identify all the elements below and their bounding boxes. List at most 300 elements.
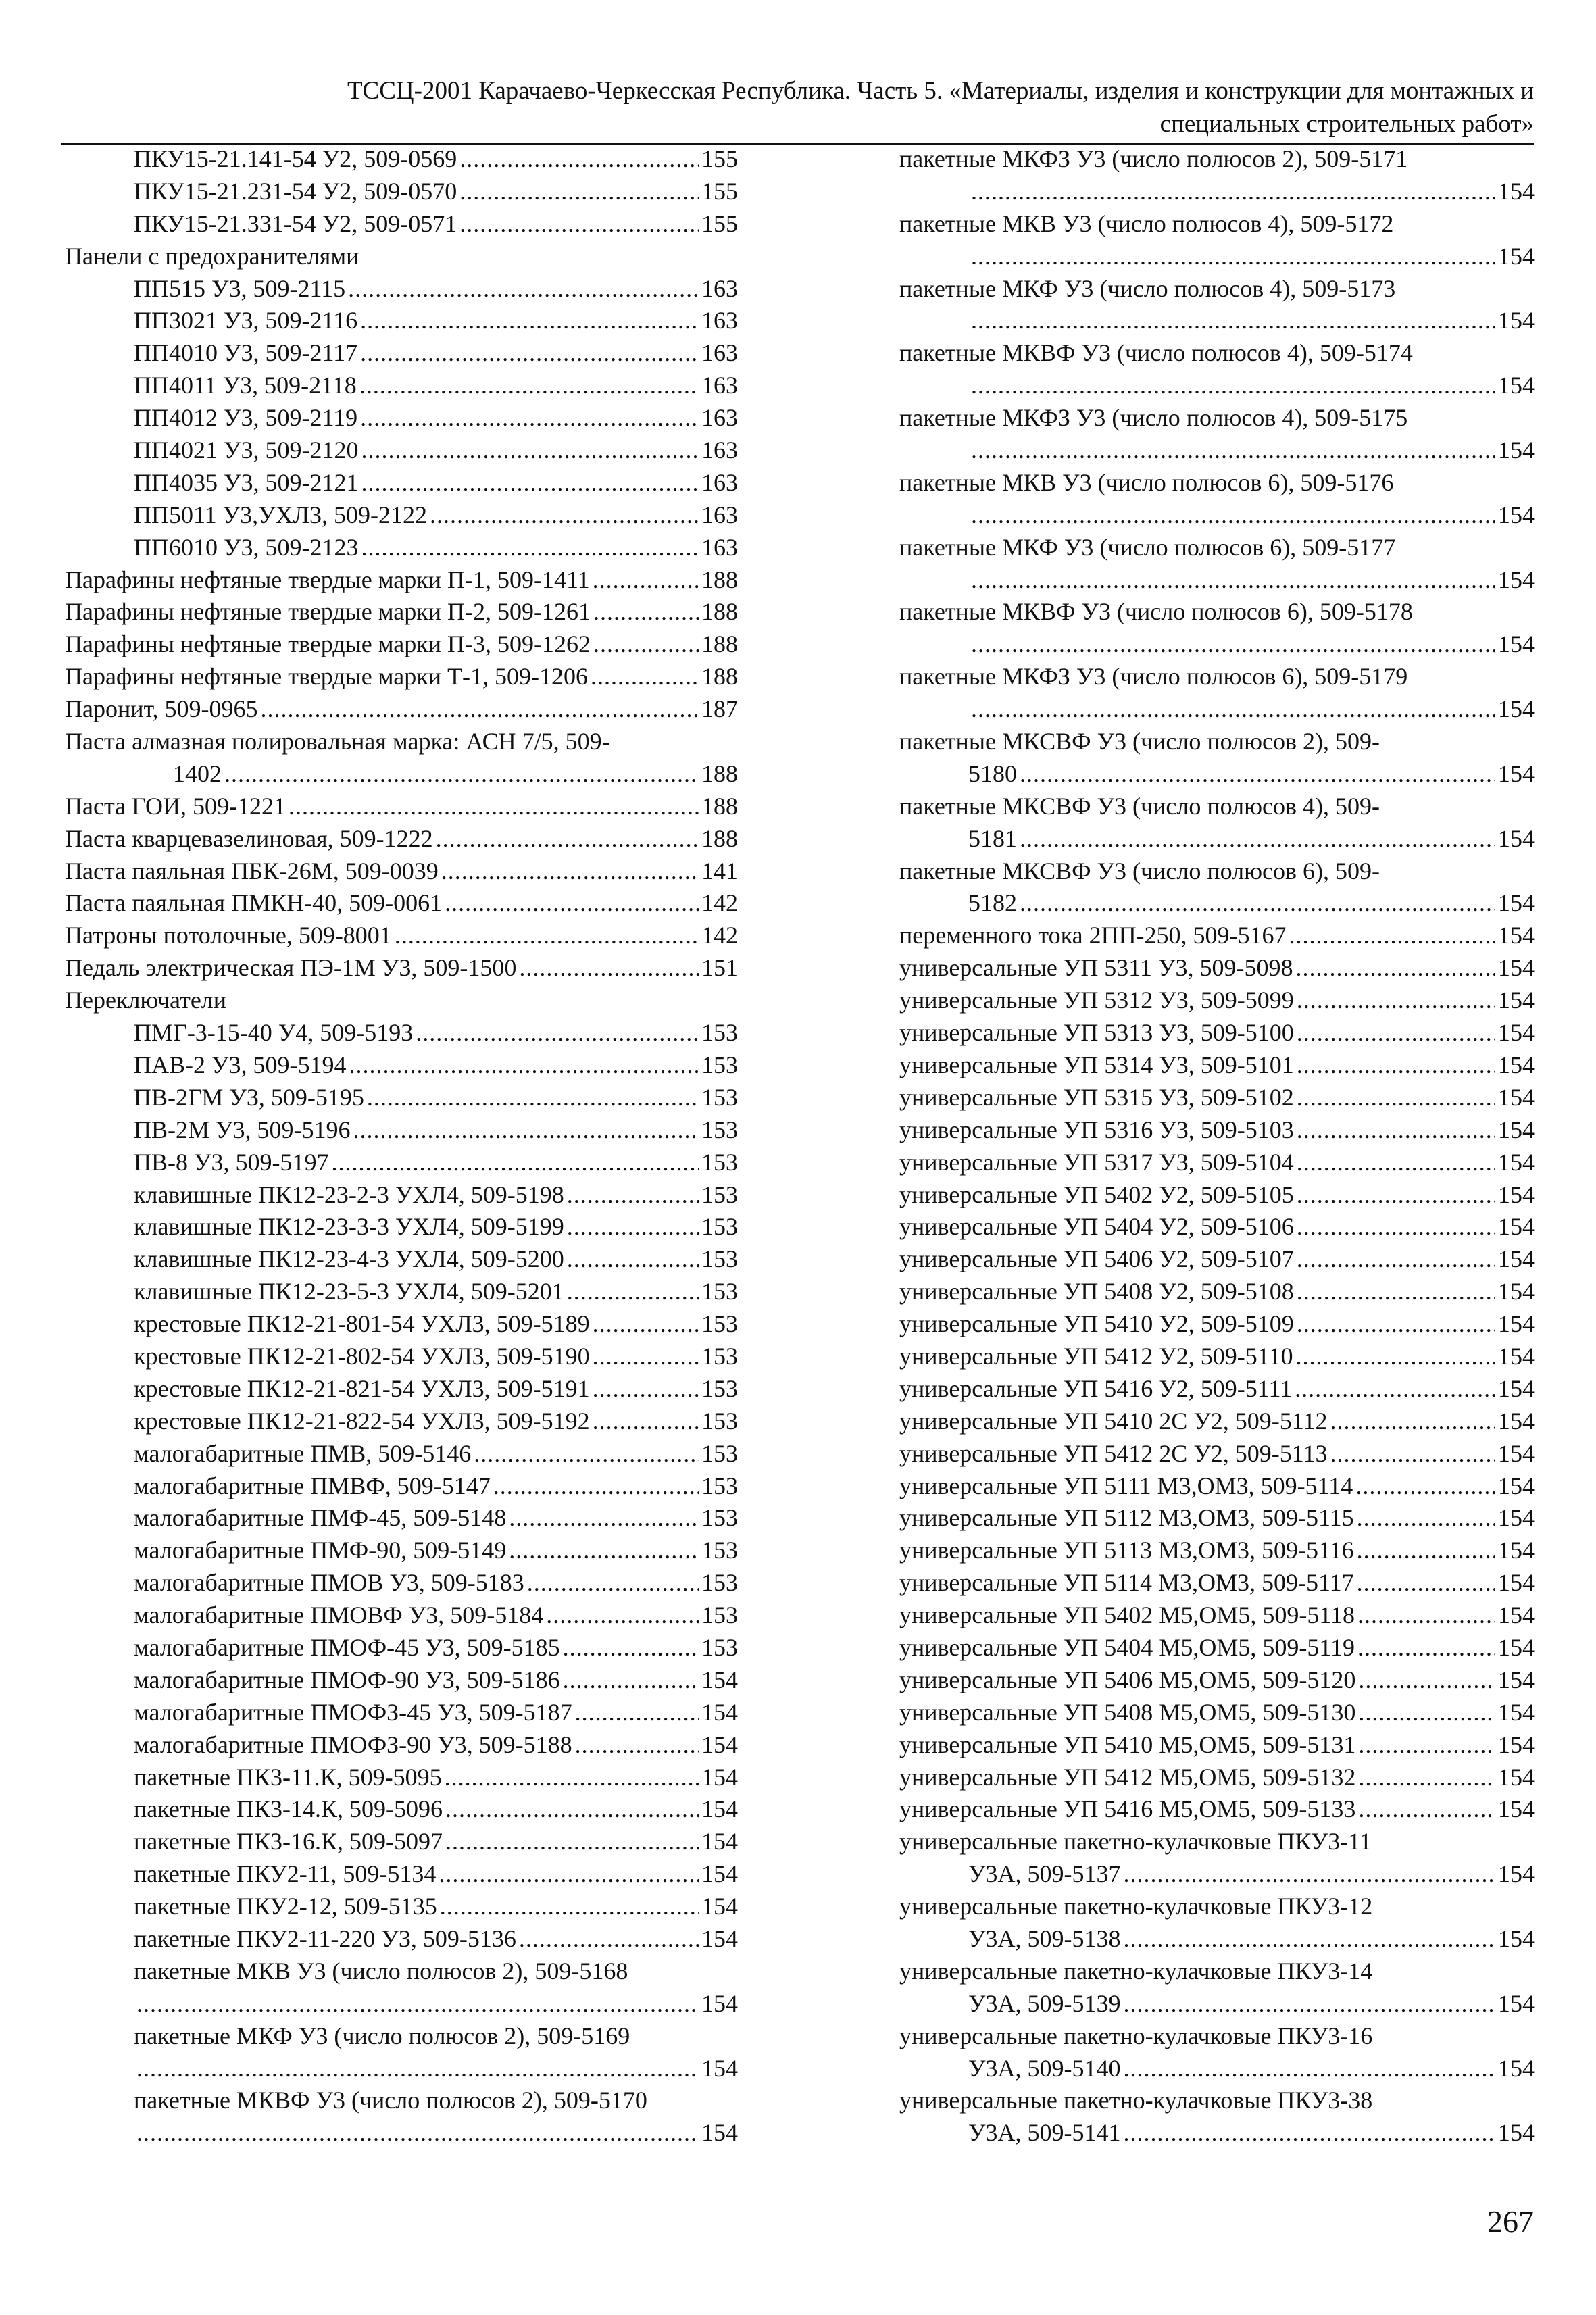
entry-label: ПМГ-3-15-40 У4, 509-5193 <box>134 1019 414 1047</box>
entry-label: универсальные УП 5404 У2, 509-5106 <box>899 1213 1294 1241</box>
index-entry <box>65 1793 738 1826</box>
page-reference: 154 <box>1498 437 1535 464</box>
index-entry <box>899 1729 1535 1762</box>
dot-leader <box>509 1535 699 1567</box>
entry-label: универсальные УП 5311 У3, 509-5098 <box>899 954 1293 982</box>
entry-label: ПП4011 У3, 509-2118 <box>134 372 357 399</box>
page-reference: 154 <box>1498 1342 1535 1370</box>
index-entry <box>899 305 1535 337</box>
entry-label: универсальные УП 5412 М5,ОМ5, 509-5132 <box>899 1763 1356 1791</box>
index-entry <box>65 176 738 208</box>
entry-label: Паста кварцевазелиновая, 509-1222 <box>65 824 433 852</box>
page-reference: 187 <box>701 695 738 723</box>
entry-label: ПАВ-2 У3, 509-5194 <box>134 1051 347 1078</box>
entry-label: малогабаритные ПМФ-45, 509-5148 <box>134 1504 507 1532</box>
page-reference: 154 <box>1498 695 1535 723</box>
index-entry <box>899 887 1535 920</box>
page-reference: 163 <box>701 501 738 528</box>
dot-leader <box>1358 1729 1495 1762</box>
index-entry <box>65 1632 738 1664</box>
dot-leader <box>360 305 699 337</box>
index-entry <box>65 2053 738 2085</box>
entry-label: клавишные ПК12-23-5-3 УХЛ4, 509-5201 <box>134 1278 564 1305</box>
dot-leader <box>563 1632 699 1664</box>
index-heading: универсальные пакетно-кулачковые ПКУ3-14 <box>899 1957 1373 1985</box>
index-entry <box>65 661 738 693</box>
page-reference: 142 <box>701 889 738 917</box>
entry-label: ПП6010 У3, 509-2123 <box>134 533 359 561</box>
dot-leader <box>575 1697 699 1729</box>
entry-label: универсальные УП 5408 М5,ОМ5, 509-5130 <box>899 1698 1356 1726</box>
index-entry <box>899 241 1535 273</box>
dot-leader <box>331 1147 699 1179</box>
entry-label: универсальные УП 5412 2С У2, 509-5113 <box>899 1439 1328 1467</box>
index-entry <box>65 337 738 370</box>
index-entry <box>899 1114 1535 1147</box>
page-reference: 154 <box>1498 1180 1535 1208</box>
dot-leader <box>593 1341 699 1373</box>
entry-label: малогабаритные ПМОФЗ-45 У3, 509-5187 <box>134 1698 572 1726</box>
index-heading: универсальные пакетно-кулачковые ПКУ3-38 <box>899 2087 1373 2114</box>
dot-leader <box>1330 1438 1495 1470</box>
page-reference: 154 <box>1498 1860 1535 1888</box>
dot-leader <box>567 1243 699 1276</box>
page-reference: 153 <box>701 1439 738 1467</box>
dot-leader <box>1297 1179 1495 1212</box>
index-entry <box>65 499 738 532</box>
entry-label: универсальные УП 5410 У2, 509-5109 <box>899 1310 1294 1338</box>
page-reference: 154 <box>1498 307 1535 334</box>
dot-leader <box>1297 1049 1495 1082</box>
index-entry <box>65 791 738 823</box>
page-reference: 153 <box>701 1083 738 1111</box>
page-reference: 154 <box>1498 1278 1535 1305</box>
dot-leader <box>136 2117 699 2149</box>
index-heading: Переключатели <box>65 987 227 1014</box>
entry-label: ПП3021 У3, 509-2116 <box>134 307 358 334</box>
entry-label: ПП4035 У3, 509-2121 <box>134 468 359 496</box>
page-reference: 154 <box>1498 954 1535 982</box>
page-reference: 154 <box>701 1731 738 1758</box>
entry-label: универсальные УП 5408 У2, 509-5108 <box>899 1278 1294 1305</box>
dot-leader <box>361 434 699 467</box>
index-heading: пакетные МКСВФ У3 (число полюсов 6), 509- <box>899 857 1380 885</box>
entry-label: малогабаритные ПМОВФ У3, 509-5184 <box>134 1601 544 1629</box>
page-reference: 155 <box>701 177 738 205</box>
page-reference: 154 <box>1498 2119 1535 2147</box>
page-reference: 154 <box>1498 1310 1535 1338</box>
page-reference: 188 <box>701 824 738 852</box>
page-reference: 153 <box>701 1051 738 1078</box>
dot-leader <box>971 499 1495 532</box>
dot-leader <box>445 1793 699 1826</box>
page-reference: 154 <box>1498 372 1535 399</box>
index-entry <box>899 1567 1535 1599</box>
page-reference: 154 <box>701 1666 738 1693</box>
page-reference: 153 <box>701 1213 738 1241</box>
entry-label: Паста паяльная ПМКН-40, 509-0061 <box>65 889 443 917</box>
page-reference: 154 <box>1498 1633 1535 1661</box>
index-entry <box>899 693 1535 726</box>
index-heading: Паста алмазная полировальная марка: АСН 7/5, 509- <box>65 728 610 755</box>
dot-leader <box>1297 1147 1495 1179</box>
page-reference: 153 <box>701 1245 738 1273</box>
entry-label: пакетные ПК3-11.К, 509-5095 <box>134 1763 442 1791</box>
page-reference: 188 <box>701 792 738 820</box>
dot-leader <box>1020 758 1495 791</box>
index-heading: пакетные МКФ У3 (число полюсов 6), 509-5177 <box>899 533 1396 561</box>
dot-leader <box>1297 1211 1495 1243</box>
entry-label: клавишные ПК12-23-3-3 УХЛ4, 509-5199 <box>134 1213 564 1241</box>
entry-label: универсальные УП 5402 М5,ОМ5, 509-5118 <box>899 1601 1355 1629</box>
index-entry <box>899 1049 1535 1082</box>
index-entry <box>65 952 738 985</box>
page-reference: 153 <box>701 1374 738 1402</box>
page-reference: 153 <box>701 1472 738 1499</box>
index-entry <box>65 467 738 499</box>
entry-label: пакетные ПК3-16.К, 509-5097 <box>134 1828 443 1856</box>
dot-leader <box>445 887 699 920</box>
page-reference: 153 <box>701 1116 738 1143</box>
index-column-left <box>65 143 738 2149</box>
index-entry <box>65 920 738 952</box>
index-entry <box>65 1923 738 1956</box>
index-heading: пакетные МКФЗ У3 (число полюсов 4), 509-5175 <box>899 404 1408 432</box>
page-reference: 154 <box>701 1828 738 1856</box>
dot-leader <box>1357 1599 1495 1632</box>
page-reference: 163 <box>701 339 738 367</box>
entry-label: крестовые ПК12-21-802-54 УХЛ3, 509-5190 <box>134 1342 590 1370</box>
entry-label: Паронит, 509-0965 <box>65 695 258 723</box>
entry-label: универсальные УП 5312 У3, 509-5099 <box>899 987 1294 1014</box>
entry-label: малогабаритные ПМОФ-45 У3, 509-5185 <box>134 1633 560 1661</box>
dot-leader <box>349 1049 699 1082</box>
entry-label: ПКУ15-21.231-54 У2, 509-0570 <box>134 177 457 205</box>
page-reference: 188 <box>701 566 738 593</box>
page-reference: 154 <box>701 2119 738 2147</box>
page-reference: 154 <box>1498 1019 1535 1047</box>
dot-leader <box>971 370 1495 402</box>
dot-leader <box>359 370 699 402</box>
page-reference: 154 <box>1498 1374 1535 1402</box>
index-entry <box>65 1599 738 1632</box>
dot-leader <box>459 208 699 241</box>
header-line-2: специальных строительных работ» <box>1159 110 1534 138</box>
index-entry <box>899 1858 1535 1891</box>
page-reference: 153 <box>701 1019 738 1047</box>
page-reference: 154 <box>1498 1537 1535 1564</box>
dot-leader <box>353 1114 699 1147</box>
entry-label: Парафины нефтяные твердые марки П-2, 509-1261 <box>65 598 591 626</box>
page-reference: 154 <box>1498 1666 1535 1693</box>
dot-leader <box>567 1211 699 1243</box>
page-reference: 154 <box>1498 1407 1535 1435</box>
index-entry <box>899 1082 1535 1114</box>
entry-label: универсальные УП 5111 М3,ОМ3, 509-5114 <box>899 1472 1353 1499</box>
entry-label: малогабаритные ПМФ-90, 509-5149 <box>134 1537 507 1564</box>
dot-leader <box>430 499 699 532</box>
index-heading: пакетные МКВ У3 (число полюсов 4), 509-5172 <box>899 209 1394 237</box>
entry-label: ПВ-2ГМ У3, 509-5195 <box>134 1083 364 1111</box>
entry-label: универсальные УП 5112 М3,ОМ3, 509-5115 <box>899 1504 1354 1532</box>
dot-leader <box>1123 1923 1495 1956</box>
dot-leader <box>567 1276 699 1308</box>
index-entry <box>65 1826 738 1858</box>
index-entry <box>899 1535 1535 1567</box>
page-reference: 154 <box>1498 501 1535 528</box>
page-reference: 188 <box>701 630 738 658</box>
entry-label: пакетные ПКУ2-12, 509-5135 <box>134 1893 437 1920</box>
index-heading: пакетные МКВ У3 (число полюсов 6), 509-5176 <box>899 468 1394 496</box>
dot-leader <box>1297 1114 1495 1147</box>
dot-leader <box>361 532 699 564</box>
dot-leader <box>136 2053 699 2085</box>
index-entry <box>65 628 738 661</box>
index-entry <box>899 823 1535 855</box>
entry-label: У3А, 509-5140 <box>968 2054 1121 2082</box>
entry-label: 5180 <box>968 760 1017 787</box>
index-entry <box>65 1697 738 1729</box>
entry-label: малогабаритные ПМОФЗ-90 У3, 509-5188 <box>134 1731 572 1758</box>
index-entry <box>899 1341 1535 1373</box>
page-number: 267 <box>1487 2204 1534 2239</box>
dot-leader <box>436 823 699 855</box>
entry-label: крестовые ПК12-21-822-54 УХЛ3, 509-5192 <box>134 1407 590 1435</box>
dot-leader <box>1123 2117 1495 2149</box>
entry-label: универсальные УП 5402 У2, 509-5105 <box>899 1180 1294 1208</box>
page-reference: 163 <box>701 437 738 464</box>
index-entry <box>899 1793 1535 1826</box>
entry-label: универсальные УП 5410 2С У2, 509-5112 <box>899 1407 1328 1435</box>
page-reference: 154 <box>1498 1504 1535 1532</box>
dot-leader <box>459 143 699 176</box>
entry-label: универсальные УП 5406 У2, 509-5107 <box>899 1245 1294 1273</box>
index-entry <box>65 1470 738 1503</box>
index-entry <box>899 1373 1535 1405</box>
page-reference: 163 <box>701 404 738 432</box>
dot-leader <box>1123 1858 1495 1891</box>
page-reference: 154 <box>1498 1795 1535 1823</box>
index-entry <box>65 1891 738 1923</box>
entry-label: Парафины нефтяные твердые марки П-3, 509-1262 <box>65 630 591 658</box>
dot-leader <box>395 920 699 952</box>
index-heading: пакетные МКВФ У3 (число полюсов 4), 509-5174 <box>899 339 1413 367</box>
index-heading: пакетные МКФ У3 (число полюсов 4), 509-5173 <box>899 274 1396 302</box>
dot-leader <box>1357 1632 1495 1664</box>
index-entry <box>65 1341 738 1373</box>
page-reference: 163 <box>701 274 738 302</box>
entry-label: универсальные УП 5316 У3, 509-5103 <box>899 1116 1294 1143</box>
entry-label: клавишные ПК12-23-2-3 УХЛ4, 509-5198 <box>134 1180 564 1208</box>
dot-leader <box>593 1308 699 1341</box>
page-reference: 188 <box>701 598 738 626</box>
index-entry <box>899 952 1535 985</box>
index-entry <box>899 1632 1535 1664</box>
entry-label: универсальные УП 5313 У3, 509-5100 <box>899 1019 1294 1047</box>
dot-leader <box>527 1567 699 1599</box>
page-reference: 154 <box>1498 1924 1535 1952</box>
entry-label: универсальные УП 5416 У2, 509-5111 <box>899 1374 1293 1402</box>
index-entry <box>899 2053 1535 2085</box>
page-reference: 154 <box>1498 1601 1535 1629</box>
index-entry <box>65 1664 738 1697</box>
index-entry <box>899 1405 1535 1438</box>
entry-label: универсальные УП 5410 М5,ОМ5, 509-5131 <box>899 1731 1356 1758</box>
entry-label: ПП4012 У3, 509-2119 <box>134 404 358 432</box>
dot-leader <box>1123 2053 1495 2085</box>
index-entry <box>65 1567 738 1599</box>
entry-label: универсальные УП 5113 М3,ОМ3, 509-5116 <box>899 1537 1354 1564</box>
dot-leader <box>971 305 1495 337</box>
index-entry <box>899 628 1535 661</box>
page-reference: 154 <box>1498 177 1535 205</box>
index-entry <box>65 564 738 597</box>
entry-label: ПП4010 У3, 509-2117 <box>134 339 358 367</box>
page-reference: 153 <box>701 1278 738 1305</box>
dot-leader <box>593 596 699 628</box>
index-entry <box>899 1211 1535 1243</box>
entry-label: крестовые ПК12-21-821-54 УХЛ3, 509-5191 <box>134 1374 590 1402</box>
index-entry <box>899 1147 1535 1179</box>
page-reference: 163 <box>701 372 738 399</box>
index-entry <box>65 532 738 564</box>
dot-leader <box>593 564 699 597</box>
index-entry <box>65 402 738 434</box>
dot-leader <box>367 1082 699 1114</box>
dot-leader <box>445 1762 699 1794</box>
dot-leader <box>1297 1243 1495 1276</box>
entry-label: переменного тока 2ПП-250, 509-5167 <box>899 922 1287 949</box>
dot-leader <box>441 855 699 888</box>
entry-label: ПП4021 У3, 509-2120 <box>134 437 359 464</box>
entry-label: универсальные УП 5404 М5,ОМ5, 509-5119 <box>899 1633 1355 1661</box>
page-reference: 154 <box>1498 1439 1535 1467</box>
page-reference: 154 <box>1498 1763 1535 1791</box>
page-reference: 163 <box>701 307 738 334</box>
header-line-1: ТССЦ-2001 Карачаево-Черкесская Республика. Часть 5. «Материалы, изделия и конструкции для монтажных и <box>347 77 1534 105</box>
index-entry <box>65 1858 738 1891</box>
index-entry <box>65 1535 738 1567</box>
entry-label: универсальные УП 5406 М5,ОМ5, 509-5120 <box>899 1666 1356 1693</box>
page-reference: 153 <box>701 1342 738 1370</box>
page-reference: 154 <box>1498 1989 1535 2017</box>
page-reference: 154 <box>1498 1148 1535 1176</box>
dot-leader <box>1295 1373 1495 1405</box>
page-reference: 154 <box>1498 242 1535 270</box>
dot-leader <box>136 1988 699 2020</box>
page-reference: 154 <box>1498 630 1535 658</box>
entry-label: У3А, 509-5141 <box>968 2119 1121 2147</box>
page-reference: 163 <box>701 533 738 561</box>
page-reference: 153 <box>701 1310 738 1338</box>
entry-label: ПП5011 У3,УХЛ3, 509-2122 <box>134 501 428 528</box>
entry-label: Парафины нефтяные твердые марки П-1, 509-1411 <box>65 566 590 593</box>
dot-leader <box>563 1664 699 1697</box>
entry-label: универсальные УП 5317 У3, 509-5104 <box>899 1148 1294 1176</box>
entry-label: 1402 <box>173 760 222 787</box>
dot-leader <box>445 1826 699 1858</box>
entry-label: малогабаритные ПМОВ У3, 509-5183 <box>134 1569 524 1597</box>
index-heading: пакетные МКФЗ У3 (число полюсов 6), 509-5179 <box>899 663 1408 691</box>
page-reference: 153 <box>701 1148 738 1176</box>
dot-leader <box>593 1373 699 1405</box>
index-heading: пакетные МКВ У3 (число полюсов 2), 509-5168 <box>134 1957 628 1985</box>
page-reference: 154 <box>1498 1213 1535 1241</box>
index-entry <box>65 887 738 920</box>
index-entry <box>899 1470 1535 1503</box>
dot-leader <box>1295 952 1495 985</box>
entry-label: пакетные ПКУ2-11-220 У3, 509-5136 <box>134 1924 516 1952</box>
dot-leader <box>224 758 699 791</box>
index-heading: пакетные МКВФ У3 (число полюсов 6), 509-5178 <box>899 598 1413 626</box>
dot-leader <box>1355 1470 1495 1503</box>
index-entry <box>65 1762 738 1794</box>
entry-label: ПВ-2М У3, 509-5196 <box>134 1116 351 1143</box>
index-entry <box>899 1502 1535 1535</box>
index-entry <box>899 758 1535 791</box>
dot-leader <box>1297 985 1495 1017</box>
index-entry <box>899 1923 1535 1956</box>
page-reference: 154 <box>701 1763 738 1791</box>
entry-label: крестовые ПК12-21-801-54 УХЛ3, 509-5189 <box>134 1310 590 1338</box>
entry-label: Паста паяльная ПБК-26М, 509-0039 <box>65 857 439 885</box>
index-heading: универсальные пакетно-кулачковые ПКУ3-12 <box>899 1893 1373 1920</box>
page-reference: 154 <box>1498 760 1535 787</box>
index-entry <box>65 1114 738 1147</box>
dot-leader <box>1358 1793 1495 1826</box>
index-entry <box>65 1211 738 1243</box>
entry-label: пакетные ПК3-14.К, 509-5096 <box>134 1795 443 1823</box>
running-header <box>61 74 1534 141</box>
dot-leader <box>575 1729 699 1762</box>
dot-leader <box>1297 1082 1495 1114</box>
page-reference: 154 <box>701 1924 738 1952</box>
index-entry <box>65 596 738 628</box>
entry-label: малогабаритные ПМВ, 509-5146 <box>134 1439 472 1467</box>
index-column-right <box>899 143 1535 2149</box>
dot-leader <box>971 693 1495 726</box>
page-reference: 154 <box>1498 1245 1535 1273</box>
dot-leader <box>546 1599 699 1632</box>
dot-leader <box>971 176 1495 208</box>
dot-leader <box>261 693 699 726</box>
index-entry <box>65 1049 738 1082</box>
index-entry <box>899 1599 1535 1632</box>
dot-leader <box>361 467 699 499</box>
page-reference: 153 <box>701 1504 738 1532</box>
index-entry <box>899 1438 1535 1470</box>
index-entry <box>899 2117 1535 2149</box>
dot-leader <box>519 1923 699 1956</box>
dot-leader <box>1358 1664 1495 1697</box>
entry-label: У3А, 509-5139 <box>968 1989 1121 2017</box>
index-entry <box>65 1438 738 1470</box>
index-entry <box>899 176 1535 208</box>
index-entry <box>65 305 738 337</box>
page-reference: 153 <box>701 1537 738 1564</box>
dot-leader <box>459 176 699 208</box>
index-entry <box>899 1308 1535 1341</box>
index-entry <box>899 1017 1535 1049</box>
page-reference: 154 <box>1498 566 1535 593</box>
page-reference: 153 <box>701 1180 738 1208</box>
page-reference: 141 <box>701 857 738 885</box>
index-entry <box>899 1664 1535 1697</box>
dot-leader <box>1297 1308 1495 1341</box>
page-reference: 153 <box>701 1601 738 1629</box>
entry-label: Педаль электрическая ПЭ-1М У3, 509-1500 <box>65 954 517 982</box>
dot-leader <box>1358 1762 1495 1794</box>
